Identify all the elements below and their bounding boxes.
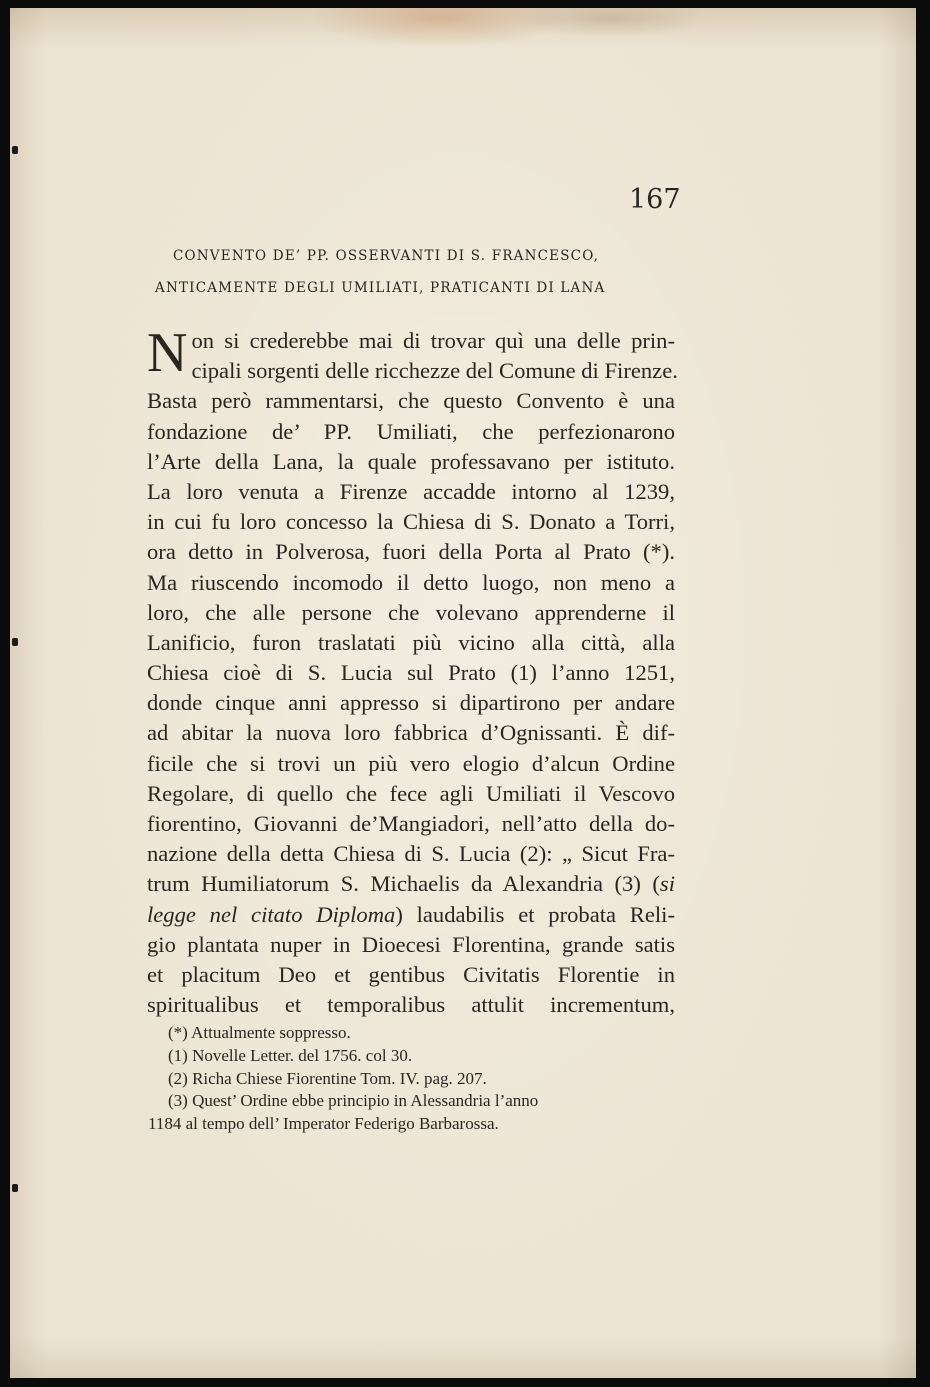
body-line: La loro venuta a Firenze accadde intorno al 1239, bbox=[147, 478, 675, 504]
footnote: 1184 al tempo dell’ Imperator Federigo Barbarossa. bbox=[148, 1114, 499, 1134]
body-line: l’Arte della Lana, la quale professavano per istituto. bbox=[147, 448, 675, 474]
spine-edge bbox=[10, 8, 30, 1378]
body-line: on si crederebbe mai di trovar quì una delle prin- bbox=[191, 328, 675, 353]
footnote: (2) Richa Chiese Fiorentine Tom. IV. pag. 207. bbox=[168, 1068, 487, 1088]
spine-mark bbox=[12, 638, 18, 646]
body-line: nazione della detta Chiesa di S. Lucia (2): „ Sicut Fra- bbox=[147, 841, 675, 867]
body-line: gio plantata nuper in Dioecesi Florentina, grande satis bbox=[147, 931, 675, 957]
body-line: donde cinque anni appresso si dipartirono per andare bbox=[147, 690, 675, 716]
body-line: Regolare, di quello che fece agli Umiliati il Vescovo bbox=[147, 780, 675, 806]
body-line: loro, che alle persone che volevano apprenderne il bbox=[147, 599, 675, 625]
heading-line-1: CONVENTO DE’ PP. OSSERVANTI DI S. FRANCESCO, bbox=[173, 248, 600, 264]
body-line: Basta però rammentarsi, che questo Convento è una bbox=[147, 388, 675, 414]
body-line: legge nel citato Diploma) laudabilis et probata Reli- bbox=[147, 901, 675, 927]
footnote: (*) Attualmente soppresso. bbox=[168, 1023, 351, 1042]
body-line: fondazione de’ PP. Umiliati, che perfezionarono bbox=[147, 418, 675, 444]
body-line: Chiesa cioè di S. Lucia sul Prato (1) l’anno 1251, bbox=[147, 660, 675, 686]
page-number: 167 bbox=[629, 184, 681, 215]
footnote: (3) Quest’ Ordine ebbe principio in Alessandria l’anno bbox=[168, 1091, 539, 1111]
body-text bbox=[147, 322, 678, 1020]
body-line: Ma riuscendo incomodo il detto luogo, non meno a bbox=[147, 569, 675, 595]
body-line: cipali sorgenti delle ricchezze del Comune di Firenze. bbox=[191, 358, 678, 384]
body-line: trum Humiliatorum S. Michaelis da Alexandria (3) (si bbox=[147, 871, 675, 897]
spine-mark bbox=[12, 146, 18, 154]
spine-mark bbox=[12, 1184, 18, 1192]
body-line: spiritualibus et temporalibus attulit incrementum, bbox=[147, 992, 675, 1018]
body-line: ad abitar la nuova loro fabbrica d’Ognissanti. È dif- bbox=[147, 720, 675, 746]
drop-cap: N bbox=[147, 322, 188, 384]
footnote: (1) Novelle Letter. del 1756. col 30. bbox=[168, 1045, 413, 1065]
body-line: Lanificio, furon traslatati più vicino alla città, alla bbox=[147, 629, 675, 655]
body-line: et placitum Deo et gentibus Civitatis Florentie in bbox=[147, 961, 675, 987]
body-line: fiorentino, Giovanni de’Mangiadori, nell’atto della do- bbox=[147, 811, 675, 836]
body-line: in cui fu loro concesso la Chiesa di S. Donato a Torri, bbox=[147, 509, 675, 535]
body-line: ora detto in Polverosa, fuori della Porta al Prato (*). bbox=[147, 539, 675, 565]
heading-line-2: ANTICAMENTE DEGLI UMILIATI, PRATICANTI DI LANA bbox=[155, 280, 606, 296]
top-stain bbox=[310, 8, 570, 48]
footnotes bbox=[148, 1022, 668, 1136]
top-stain-2 bbox=[510, 8, 710, 38]
book-page bbox=[10, 8, 916, 1378]
body-line: ficile che si trovi un più vero elogio d’alcun Ordine bbox=[147, 750, 675, 776]
